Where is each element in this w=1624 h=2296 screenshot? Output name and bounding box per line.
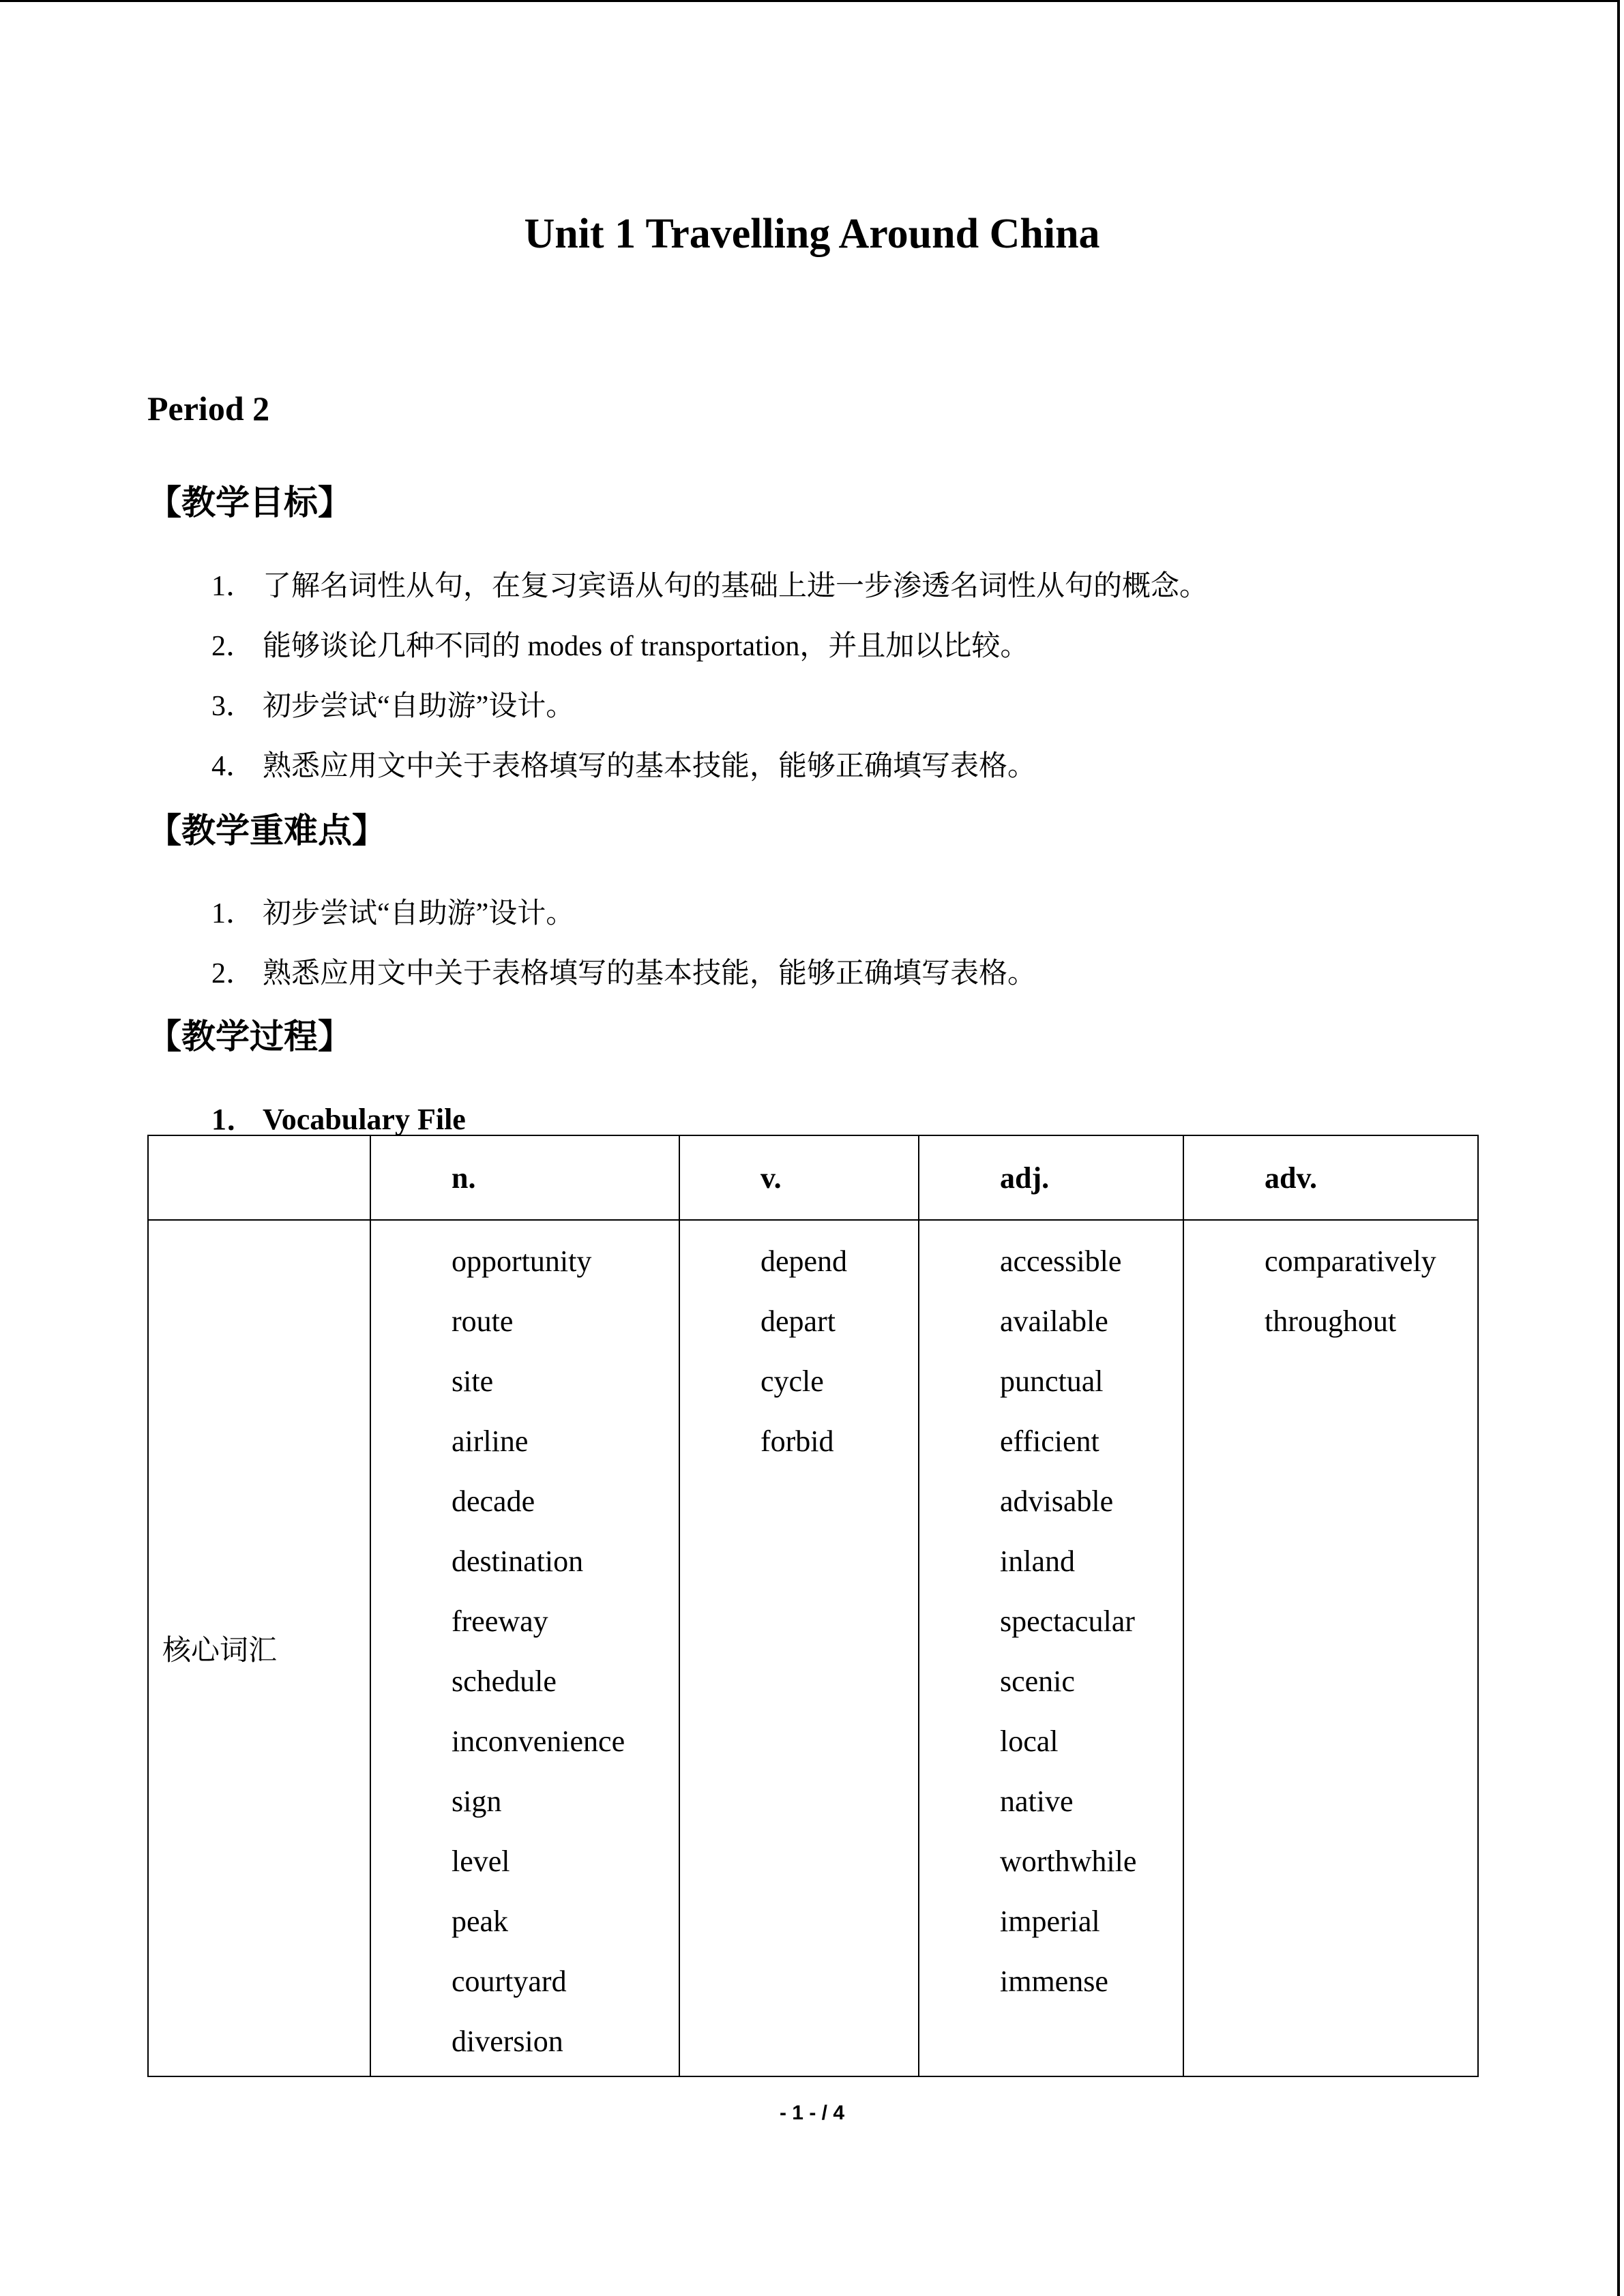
list-item: route [452, 1304, 514, 1338]
noun-list [370, 1220, 679, 2076]
objective-item-1: 1． 了解名词性从句，在复习宾语从句的基础上进一步渗透名词性从句的概念。 [211, 571, 1209, 602]
list-item: efficient [1000, 1425, 1099, 1458]
header-adjective: adj. [919, 1135, 1183, 1220]
list-item: forbid [761, 1425, 834, 1458]
list-item: diversion [452, 2025, 563, 2058]
page-number: - 1 - / 4 [779, 2102, 845, 2124]
list-item: imperial [1000, 1905, 1100, 1938]
list-item: level [452, 1845, 510, 1878]
objectives-heading: 【教学目标】 [147, 483, 352, 522]
list-item: accessible [1000, 1244, 1122, 1278]
list-item: comparatively [1265, 1244, 1436, 1278]
list-item: airline [452, 1425, 529, 1458]
list-item: punctual [1000, 1365, 1104, 1398]
list-item: opportunity [452, 1244, 592, 1278]
key-points-heading: 【教学重难点】 [147, 811, 386, 850]
table-row [148, 1220, 1478, 2076]
list-item: schedule [452, 1665, 557, 1698]
list-item: spectacular [1000, 1605, 1135, 1638]
list-item: site [452, 1365, 494, 1398]
vocabulary-table [147, 1135, 1479, 2077]
list-item: depend [761, 1244, 848, 1278]
list-item: scenic [1000, 1665, 1075, 1698]
list-item: worthwhile [1000, 1845, 1137, 1878]
list-item: immense [1000, 1965, 1108, 1998]
table-header-row [148, 1135, 1478, 1220]
list-item: native [1000, 1785, 1074, 1818]
list-item: decade [452, 1485, 535, 1518]
list-item: available [1000, 1304, 1108, 1338]
header-empty [148, 1135, 370, 1220]
list-item: inland [1000, 1545, 1075, 1578]
vocabulary-file-title: 1． Vocabulary File [211, 1103, 466, 1136]
objective-item-4: 4． 熟悉应用文中关于表格填写的基本技能，能够正确填写表格。 [211, 751, 1037, 782]
objective-item-2: 2． 能够谈论几种不同的 modes of transportation，并且加以比较。 [211, 631, 1029, 662]
list-item: cycle [761, 1365, 824, 1398]
document-title: Unit 1 Travelling Around China [524, 211, 1100, 257]
adverb-list [1183, 1220, 1478, 2076]
key-point-item-2: 2． 熟悉应用文中关于表格填写的基本技能，能够正确填写表格。 [211, 958, 1037, 989]
list-item: sign [452, 1785, 502, 1818]
key-point-item-1: 1． 初步尝试“自助游”设计。 [211, 898, 575, 929]
process-heading: 【教学过程】 [147, 1017, 352, 1056]
objective-item-3: 3． 初步尝试“自助游”设计。 [211, 691, 575, 722]
list-item: freeway [452, 1605, 548, 1638]
header-noun: n. [370, 1135, 679, 1220]
row-label-core-vocabulary: 核心词汇 [148, 1220, 370, 2076]
list-item: advisable [1000, 1485, 1114, 1518]
list-item: inconvenience [452, 1725, 625, 1758]
verb-list [679, 1220, 919, 2076]
header-verb: v. [679, 1135, 919, 1220]
period-label: Period 2 [147, 389, 270, 428]
list-item: depart [761, 1304, 836, 1338]
adjective-list [919, 1220, 1183, 2076]
list-item: peak [452, 1905, 509, 1938]
list-item: destination [452, 1545, 584, 1578]
list-item: courtyard [452, 1965, 567, 1998]
list-item: local [1000, 1725, 1059, 1758]
list-item: throughout [1265, 1304, 1397, 1338]
header-adverb: adv. [1183, 1135, 1478, 1220]
